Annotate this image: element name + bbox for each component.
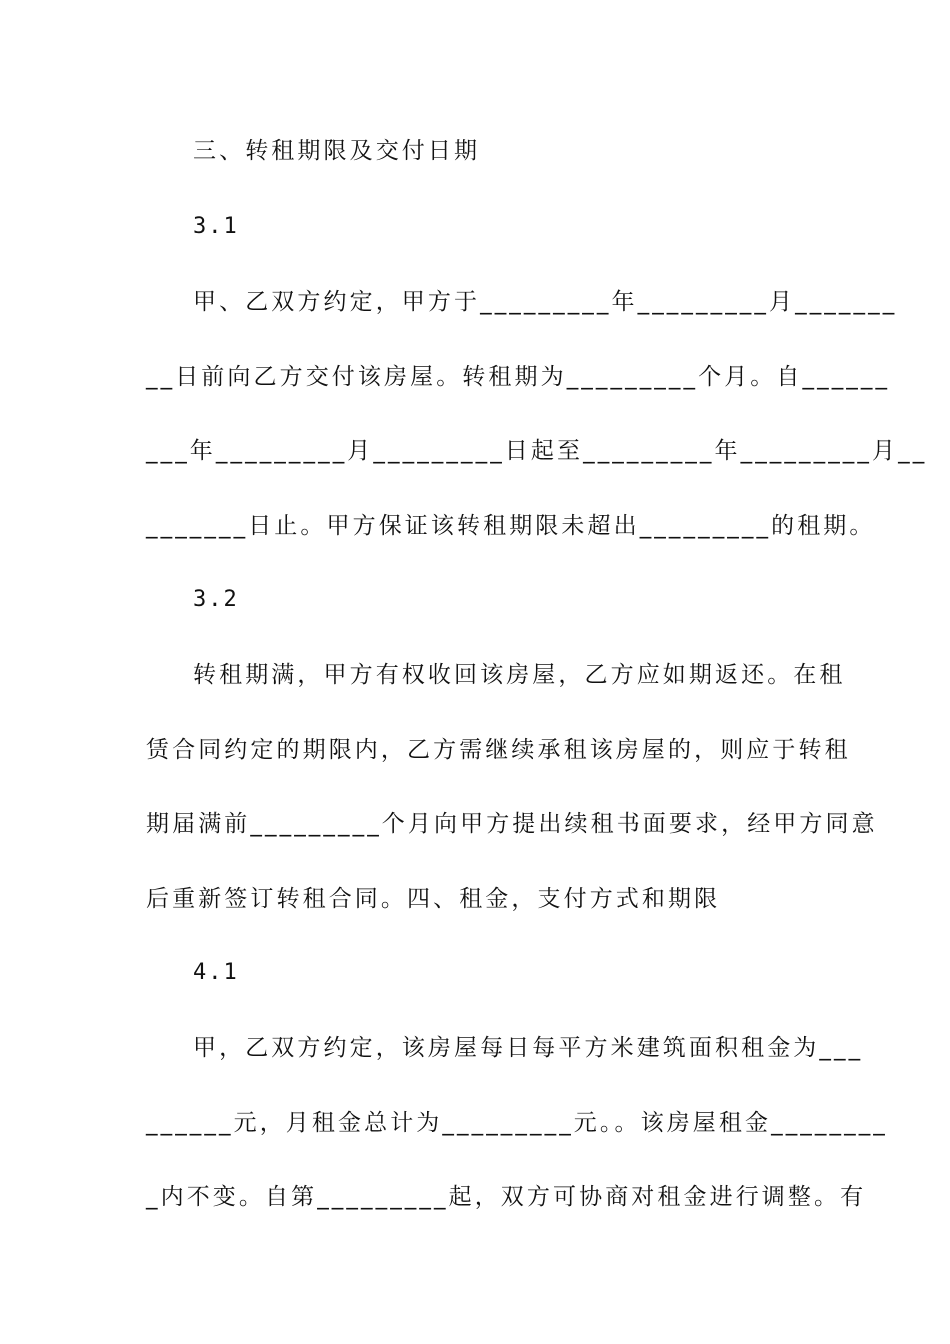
paragraph-line: ______元，月租金总计为_________元。。该房屋租金________	[146, 1110, 888, 1136]
paragraph-line: _内不变。自第_________起，双方可协商对租金进行调整。有	[146, 1184, 867, 1210]
paragraph-line: 赁合同约定的期限内，乙方需继续承租该房屋的，则应于转租	[146, 737, 851, 763]
clause-number-4-1: 4.1	[193, 960, 239, 985]
paragraph-line: 期届满前_________个月向甲方提出续租书面要求，经甲方同意	[146, 811, 878, 837]
paragraph-line: _______日止。甲方保证该转租期限未超出_________的租期。	[146, 513, 876, 539]
paragraph-line: 后重新签订转租合同。四、租金，支付方式和期限	[146, 886, 721, 912]
paragraph-line: __日前向乙方交付该房屋。转租期为_________个月。自______	[146, 364, 891, 390]
section-heading-3: 三、转租期限及交付日期	[193, 138, 481, 164]
paragraph-line: 甲、乙双方约定，甲方于_________年_________月_______	[193, 289, 898, 315]
paragraph-line: 转租期满，甲方有权收回该房屋，乙方应如期返还。在租	[193, 662, 846, 688]
clause-number-3-2: 3.2	[193, 587, 239, 612]
clause-number-3-1: 3.1	[193, 214, 239, 239]
paragraph-line: 甲，乙双方约定，该房屋每日每平方米建筑面积租金为___	[193, 1035, 864, 1061]
paragraph-line: ___年_________月_________日起至_________年_________月__	[146, 438, 928, 464]
